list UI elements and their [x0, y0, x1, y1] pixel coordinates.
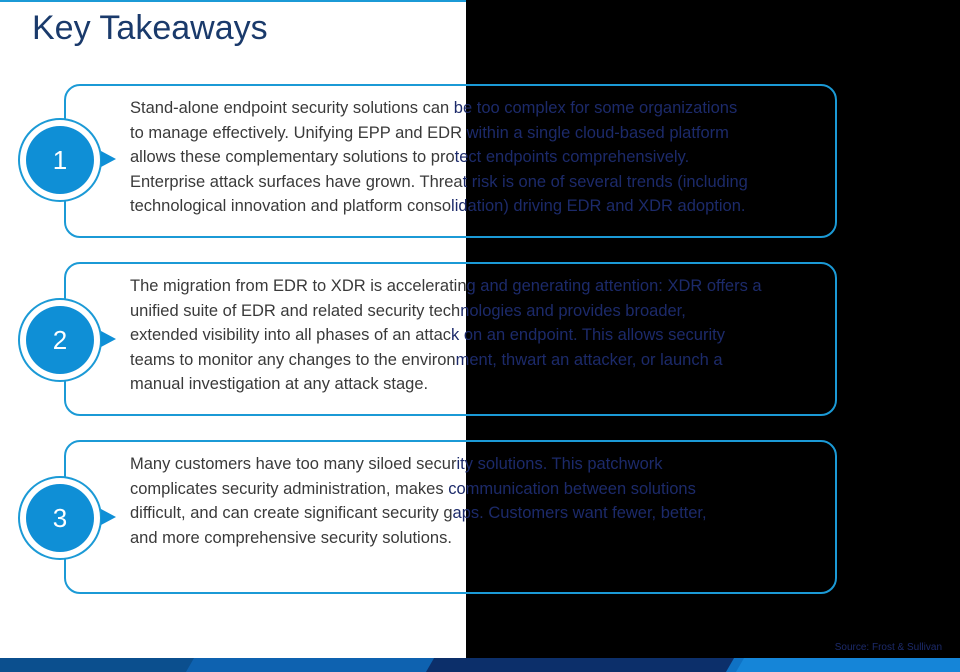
number-3: 3 [26, 484, 94, 552]
takeaway-card-3 [64, 440, 837, 594]
footer-stripe [426, 658, 734, 672]
badge-pointer-icon [101, 331, 116, 347]
text-line: and more comprehensive security solutions. [130, 528, 452, 547]
takeaway-text-2 [130, 274, 780, 397]
text-line: allows these complementary solutions to protect endpoints comprehensively. [130, 148, 690, 166]
takeaway-card-2 [64, 262, 837, 416]
footer-stripe [0, 658, 210, 672]
page-title: Key Takeaways [32, 9, 268, 47]
text-line: manual investigation at any attack stage. [130, 375, 429, 393]
number-1: 1 [26, 126, 94, 194]
text-line: Enterprise attack surfaces have grown. Threat risk is one of several trends (including [130, 172, 748, 191]
badge-pointer-icon [101, 151, 116, 167]
text-line: to manage effectively. Unifying EPP and EDR within a single cloud-based platform [130, 123, 729, 142]
text-line: extended visibility into all phases of an attack on an endpoint. This allows security [130, 326, 725, 344]
text-line: technological innovation and platform consolidation) driving EDR and XDR adoption. [130, 197, 746, 215]
text-line: Many customers have too many siloed security solutions. This patchwork [130, 455, 663, 473]
badge-pointer-icon [101, 509, 116, 525]
text-line: unified suite of EDR and related security technologies and provides broader, [130, 301, 686, 320]
takeaway-text-1 [130, 96, 780, 219]
footer-stripe [186, 658, 434, 672]
footer-band [0, 658, 960, 672]
footer-stripe [736, 658, 960, 672]
source-citation: Source: Frost & Sullivan [834, 642, 942, 653]
takeaway-card-1 [64, 84, 837, 238]
text-line: Stand-alone endpoint security solutions can be too complex for some organizations [130, 99, 738, 117]
text-line: The migration from EDR to XDR is accelerating and generating attention: XDR offers a [130, 277, 762, 295]
text-line: teams to monitor any changes to the environment, thwart an attacker, or launch a [130, 350, 723, 369]
text-line: difficult, and can create significant security gaps. Customers want fewer, better, [130, 504, 707, 522]
text-line: complicates security administration, makes communication between solutions [130, 479, 696, 498]
number-badge-1 [18, 118, 102, 202]
takeaway-text-3 [130, 452, 780, 550]
number-badge-3 [18, 476, 102, 560]
number-badge-2 [18, 298, 102, 382]
number-2: 2 [26, 306, 94, 374]
